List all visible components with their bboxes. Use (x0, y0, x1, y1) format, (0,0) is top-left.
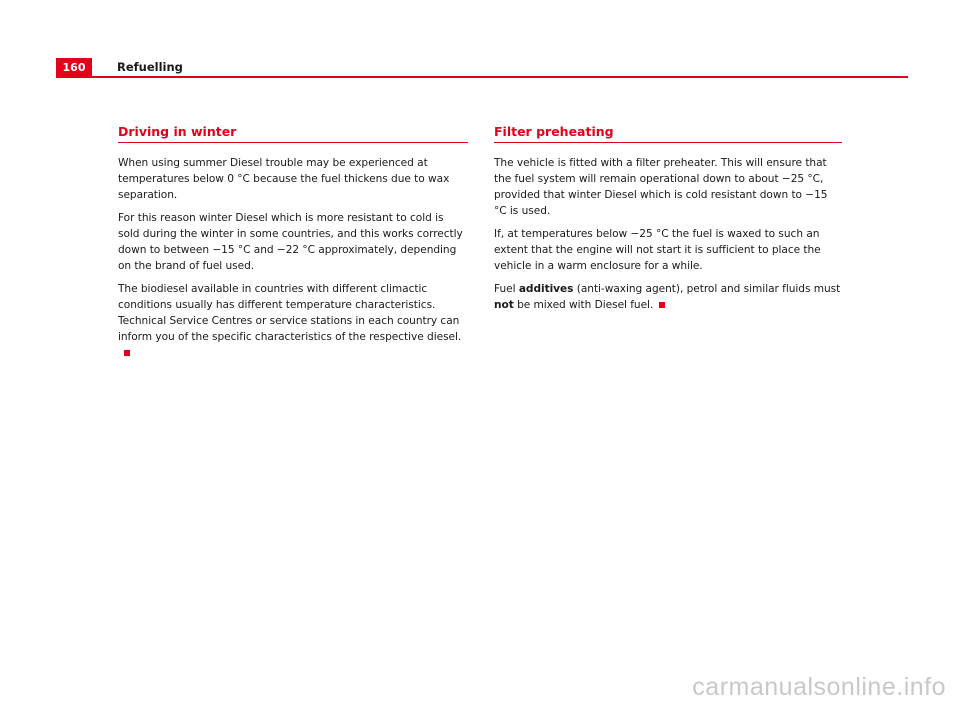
paragraph: When using summer Diesel trouble may be experienced at temperatures below 0 °C because the fuel thickens due to wax separation. (118, 157, 450, 201)
running-header-title: Refuelling (117, 60, 183, 74)
emphasis-additives: additives (518, 283, 574, 295)
paragraph-text: be mixed with Diesel fuel. (517, 299, 654, 311)
section-end-marker-icon (659, 302, 665, 308)
page-number: 160 (56, 58, 92, 76)
left-column (118, 124, 468, 368)
paragraph-text: The biodiesel available in countries with different climactic conditions usually has different temperature characteristics. Technical Service Centres or service stations in each country can inform you of the specific characteristics of the respective diesel. (118, 283, 462, 343)
section-heading-driving-in-winter: Driving in winter (118, 124, 468, 143)
paragraph (494, 281, 842, 313)
paragraph-text: (anti-waxing agent), petrol and similar fluids must (576, 283, 841, 295)
paragraph: For this reason winter Diesel which is more resistant to cold is sold during the winter in some countries, and this works correctly down to between −15 °C and −22 °C approximately, depending on the brand of fuel used. (118, 212, 463, 272)
paragraph: The vehicle is fitted with a filter preheater. This will ensure that the fuel system will remain operational down to about −25 °C, provided that winter Diesel which is cold resistant down to −15 °C is used. (494, 157, 828, 217)
emphasis-not: not (494, 299, 514, 311)
header-rule (56, 76, 908, 78)
paragraph: If, at temperatures below −25 °C the fuel is waxed to such an extent that the engine will not start it is sufficient to place the vehicle in a warm enclosure for a while. (494, 228, 821, 272)
paragraph-text: Fuel (494, 283, 516, 295)
paragraph (118, 281, 468, 361)
section-end-marker-icon (124, 350, 130, 356)
right-column (494, 124, 842, 320)
section-heading-filter-preheating: Filter preheating (494, 124, 842, 143)
watermark: carmanualsonline.info (692, 673, 946, 701)
